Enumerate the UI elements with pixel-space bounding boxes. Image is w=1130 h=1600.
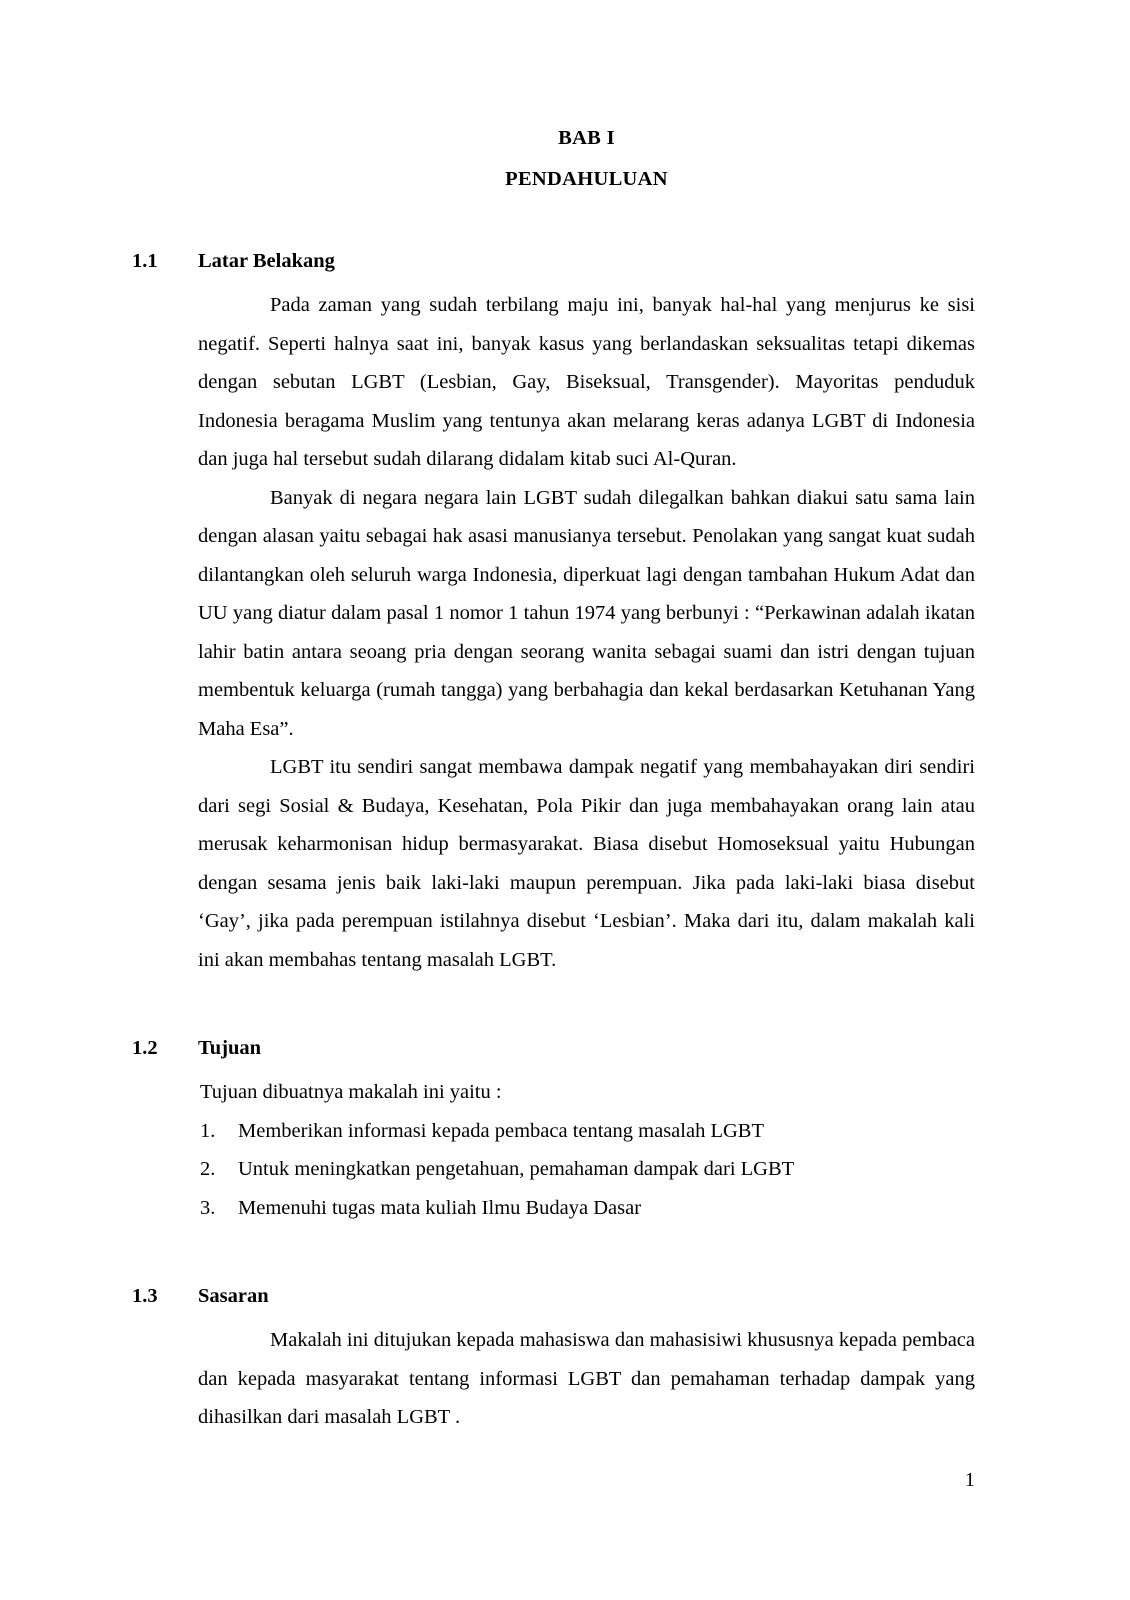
list-item-text: Memenuhi tugas mata kuliah Ilmu Budaya Dasar [238, 1196, 642, 1219]
list-item-text: Memberikan informasi kepada pembaca tentang masalah LGBT [238, 1119, 764, 1142]
section-label-1-2: Tujuan [198, 1037, 262, 1059]
list-item-marker: 1. [200, 1119, 216, 1142]
document-title-line-2: PENDAHULUAN [505, 168, 668, 190]
spacer [198, 1309, 975, 1321]
paragraph-1-1-b: Banyak di negara negara lain LGBT sudah dilegalkan bahkan diakui satu sama lain dengan alasan yaitu sebagai hak asasi manusianya tersebut. Penolakan yang sangat kuat sudah dilantangkan oleh seluruh warga Indonesia, diperkuat lagi dengan tambahan Hukum Adat dan UU yang diatur dalam pasal 1 nomor 1 tahun 1974 yang berbunyi : “Perkawinan adalah ikatan lahir batin antara seoang pria dengan seorang wanita sebagai suami dan istri dengan tujuan membentuk keluarga (rumah tangga) yang berbahagia dan kekal berdasarkan Ketuhanan Yang Maha Esa”. [198, 486, 975, 740]
document-body [132, 118, 975, 1437]
list-lead-in-1-2: Tujuan dibuatnya makalah ini yaitu : [200, 1081, 502, 1103]
paragraph-1-3-a: Makalah ini ditujukan kepada mahasiswa dan mahasisiwi khususnya kepada pembaca dan kepada masyarakat tentang informasi LGBT dan pemahaman terhadap dampak yang dihasilkan dari masalah LGBT . [198, 1329, 975, 1428]
section-heading-1-1 [132, 248, 975, 274]
list-item [200, 1150, 975, 1189]
page-number: 1 [964, 1469, 975, 1491]
section-heading-1-3 [132, 1283, 975, 1309]
paragraph-1-1-c: LGBT itu sendiri sangat membawa dampak negatif yang membahayakan diri sendiri dari segi Sosial & Budaya, Kesehatan, Pola Pikir dan juga membahayakan orang lain atau merusak keharmonisan hidup bermasyarakat. Biasa disebut Homoseksual yaitu Hubungan dengan sesama jenis baik laki-laki maupun perempuan. Jika pada laki-laki biasa disebut ‘Gay’, jika pada perempuan istilahnya disebut ‘Lesbian’. Maka dari itu, dalam makalah kali ini akan membahas tentang masalah LGBT. [198, 756, 975, 971]
numbered-list-wrapper [198, 1112, 975, 1228]
spacer-after-title [198, 200, 975, 248]
document-title-line-1: BAB I [558, 127, 615, 149]
spacer-before-1-2 [198, 979, 975, 1035]
list-item-marker: 2. [200, 1158, 216, 1180]
spacer-before-1-3 [198, 1227, 975, 1283]
section-heading-1-2 [132, 1035, 975, 1061]
list-item-marker: 3. [200, 1196, 216, 1219]
section-label-1-1: Latar Belakang [198, 250, 335, 272]
section-number-1-3: 1.3 [132, 1285, 158, 1307]
section-number-1-1: 1.1 [132, 250, 158, 272]
paragraph-1-1-a: Pada zaman yang sudah terbilang maju ini, banyak hal-hal yang menjurus ke sisi negatif. Seperti halnya saat ini, banyak kasus yang berlandaskan seksualitas tetapi dikemas dengan sebutan LGBT (Lesbian, Gay, Biseksual, Transgender). Mayoritas penduduk Indonesia beragama Muslim yang tentunya akan melarang keras adanya LGBT di Indonesia dan juga hal tersebut sudah dilarang didalam kitab suci Al-Quran. [198, 294, 975, 470]
list-item [200, 1189, 975, 1228]
section-number-1-2: 1.2 [132, 1037, 158, 1059]
list-item [200, 1112, 975, 1151]
spacer [198, 274, 975, 286]
list-item-text: Untuk meningkatkan pengetahuan, pemahaman dampak dari LGBT [238, 1158, 795, 1180]
spacer [198, 1061, 975, 1073]
section-label-1-3: Sasaran [198, 1285, 269, 1307]
tujuan-list [200, 1112, 975, 1228]
